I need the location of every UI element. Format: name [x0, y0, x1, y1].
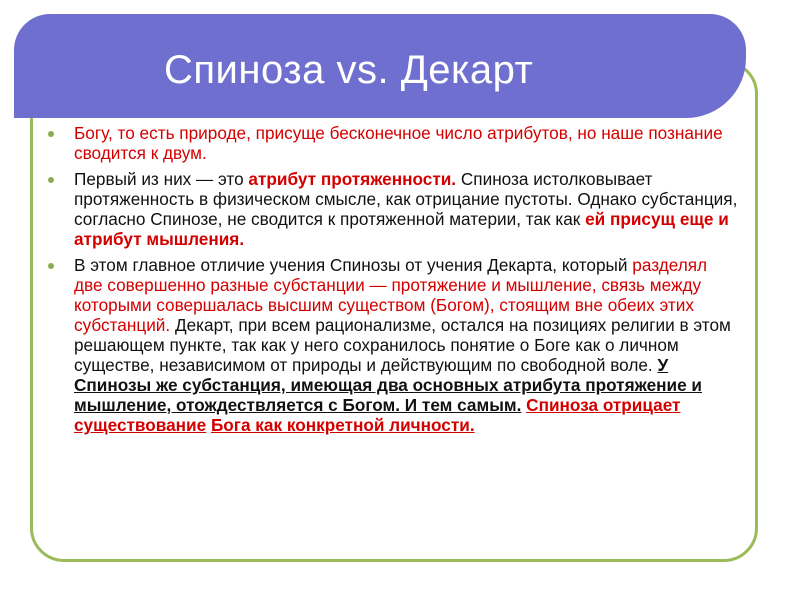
bullet-dot-icon [48, 131, 54, 137]
bullet-item-3 [40, 255, 740, 435]
text-segment: Спиноза отрицает существование [74, 395, 681, 435]
bullet-item-1 [40, 123, 740, 163]
bullet-text-2 [74, 169, 740, 249]
text-segment: Первый из них — это [74, 169, 249, 189]
bullet-text-1 [74, 123, 740, 163]
text-segment: В этом главное отличие учения Спинозы от учения Декарта, который [74, 255, 633, 275]
text-segment: атрибут протяженности. [248, 169, 457, 189]
title-underline [44, 119, 721, 122]
text-segment: Бога как конкретной личности. [210, 415, 475, 435]
text-segment: разделял две совершенно разные субстанции — протяжение и мышление, связь между которыми совершалась высшим существом (Богом), стоящим вне обеих этих субстанций. [74, 255, 708, 335]
text-segment: У Спинозы же субстанция, имеющая два основных атрибута протяжение и мышление, отождествляется с Богом. И тем самым. [74, 355, 702, 415]
slide-title: Спиноза vs. Декарт [164, 48, 534, 92]
text-segment: Спиноза истолковывает протяженность в физическом смысле, как отрицание пустоты. Однако субстанция, согласно Спинозе, не сводится к протяженной материи, так как [74, 169, 738, 229]
bullet-dot-icon [48, 177, 54, 183]
text-segment: Декарт, при всем рационализме, остался на позициях религии в этом решающем пункте, так как у него сохранилось понятие о Боге как о личном существе, независимом от природы и действующим по свободной воле. [74, 315, 731, 375]
title-banner [14, 14, 746, 118]
text-segment: ей присущ еще и атрибут мышления. [74, 209, 729, 249]
bullet-text-3 [74, 255, 740, 435]
bullet-dot-icon [48, 263, 54, 269]
text-segment: Богу, то есть природе, присуще бесконечное число атрибутов, но наше познание сводится к двум. [74, 123, 723, 163]
bullet-list [40, 123, 740, 441]
bullet-item-2 [40, 169, 740, 249]
